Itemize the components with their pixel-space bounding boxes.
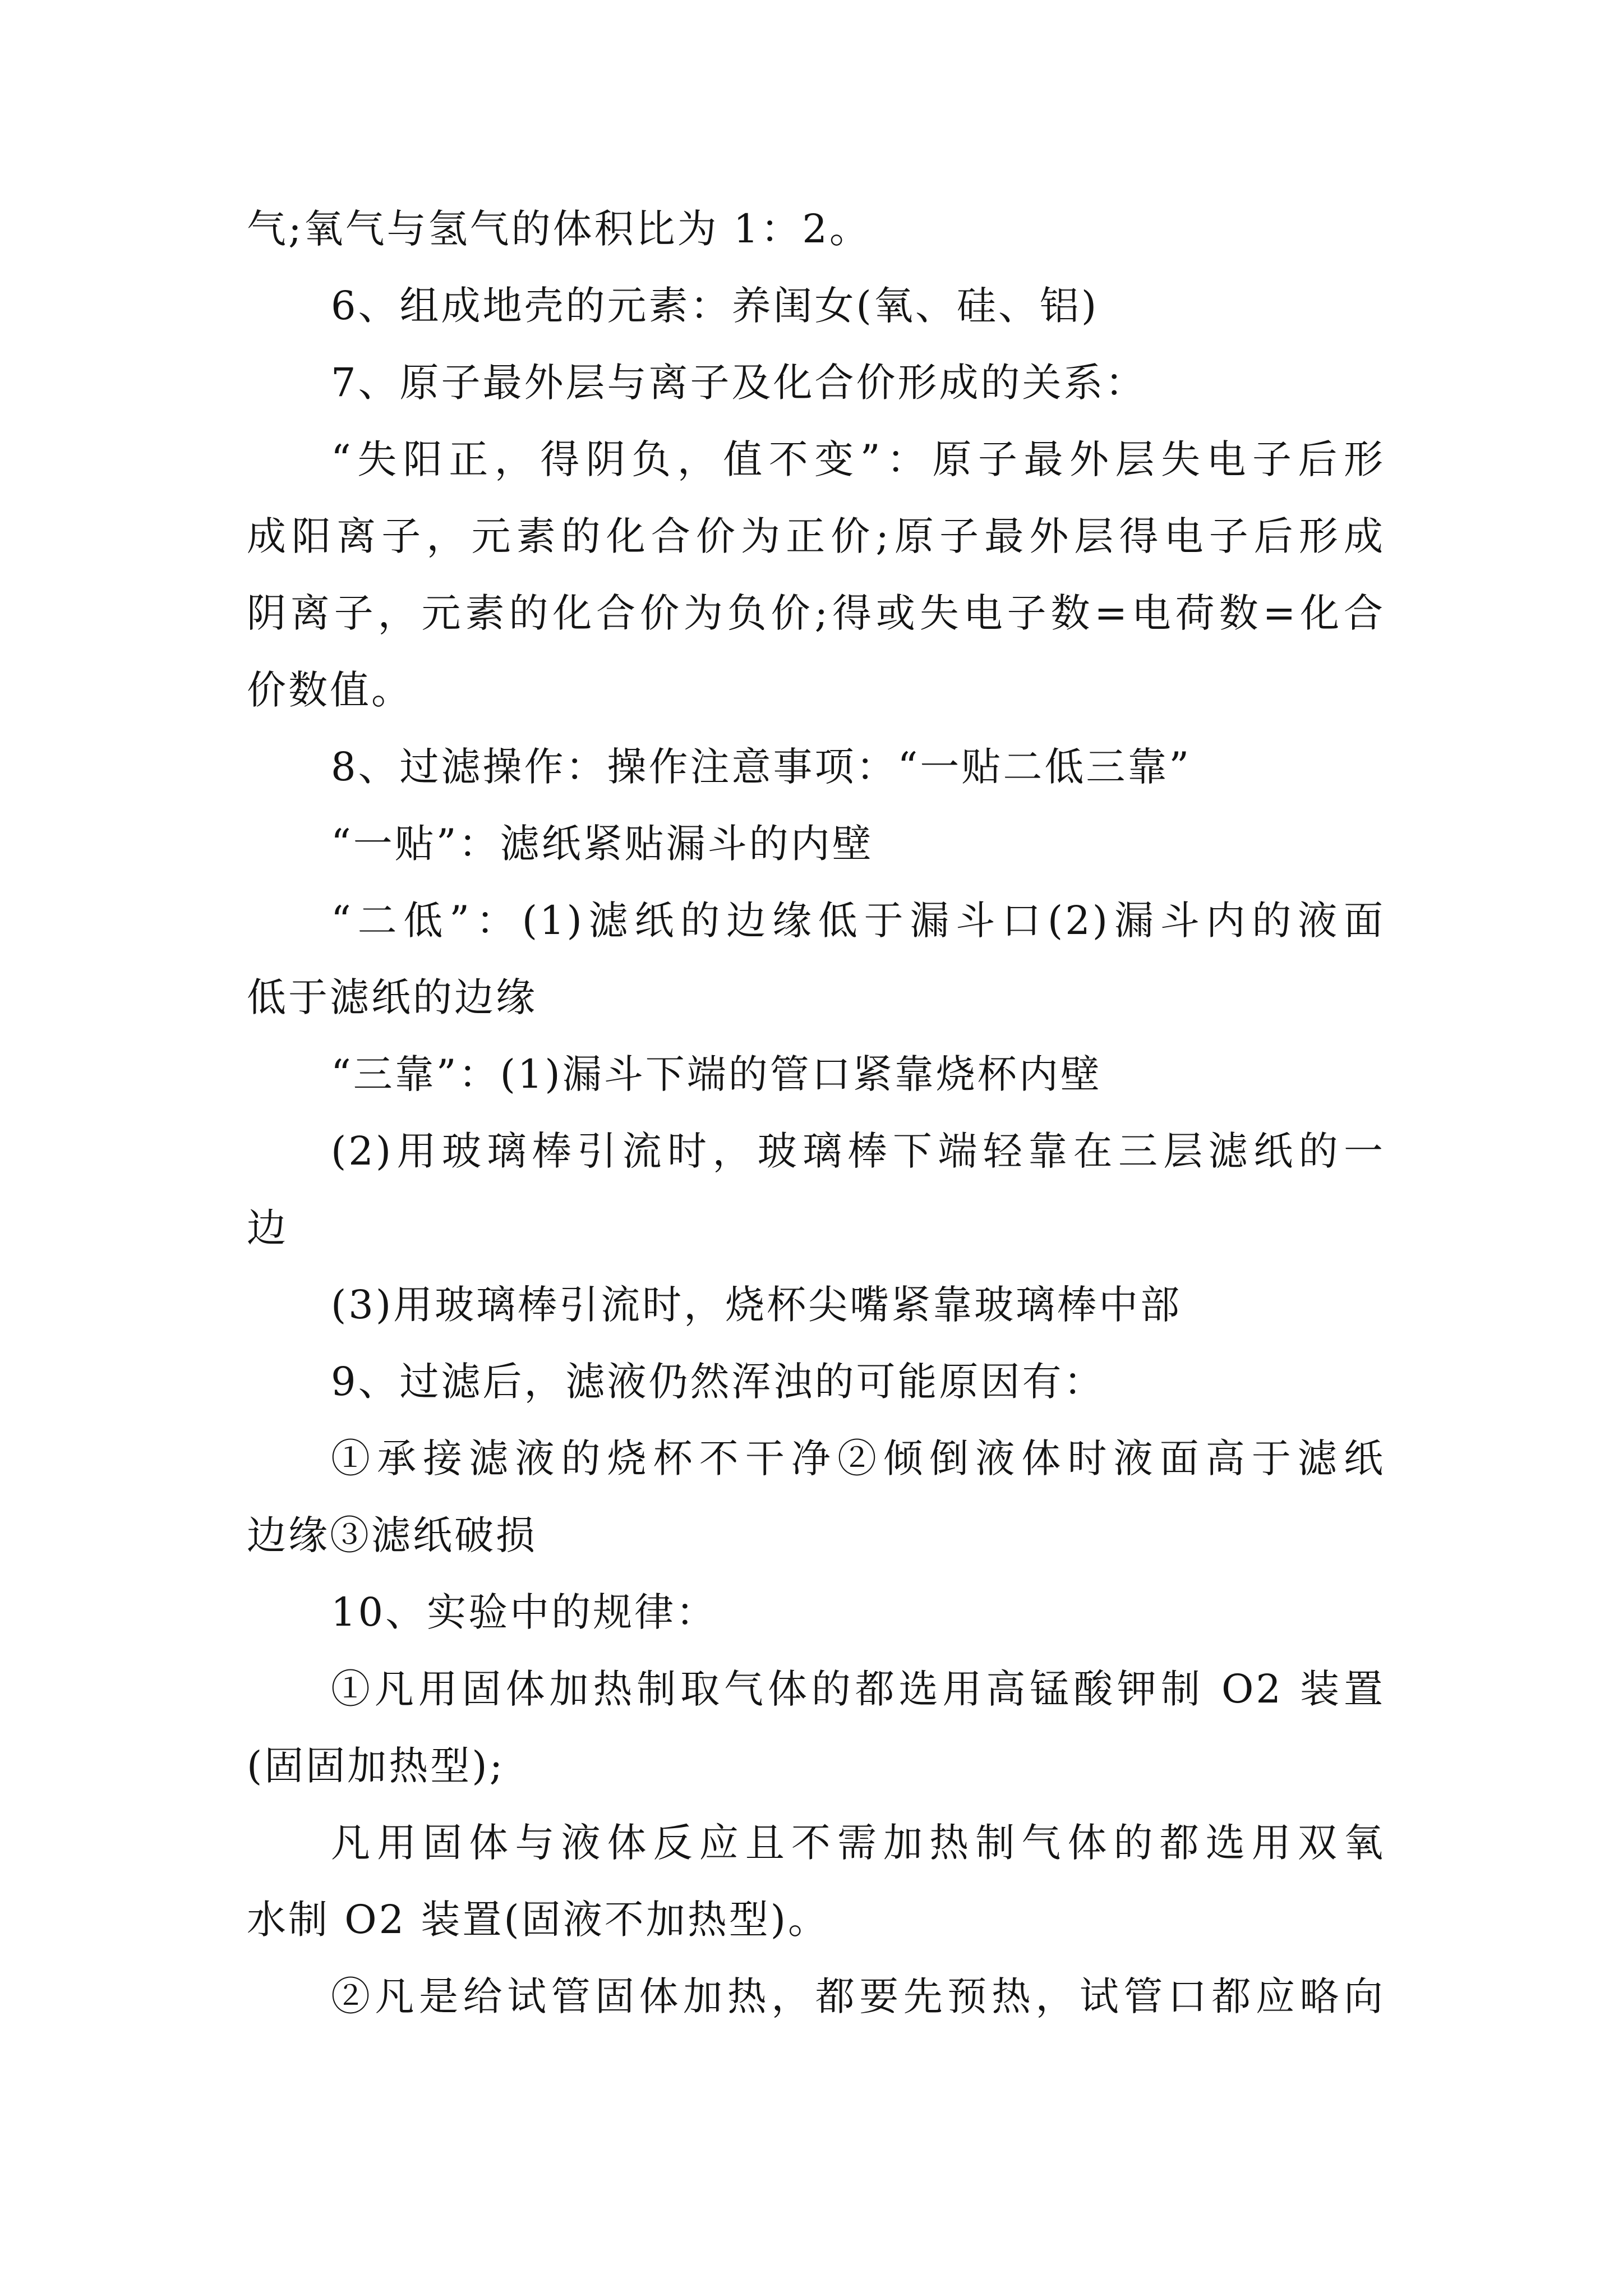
text-line: “失阳正，得阴负，值不变”：原子最外层失电子后形 (331, 436, 1385, 482)
text-line: 8、过滤操作：操作注意事项：“一贴二低三靠” (331, 744, 1192, 790)
text-line: “三靠”：(1)漏斗下端的管口紧靠烧杯内壁 (331, 1051, 1102, 1097)
document-body (247, 191, 1385, 2035)
text-line: (2)用玻璃棒引流时，玻璃棒下端轻靠在三层滤纸的一 (331, 1128, 1385, 1174)
text-line: ②凡是给试管固体加热，都要先预热，试管口都应略向 (331, 1973, 1385, 2019)
text-line: 9、过滤后，滤液仍然浑浊的可能原因有： (331, 1359, 1105, 1405)
text-line: 10、实验中的规律： (331, 1589, 718, 1635)
text-line: (3)用玻璃棒引流时，烧杯尖嘴紧靠玻璃棒中部 (331, 1282, 1182, 1328)
text-line: 边 (247, 1205, 288, 1251)
text-line: 气;氧气与氢气的体积比为 1：2。 (247, 206, 871, 252)
text-line: 边缘③滤纸破损 (247, 1512, 537, 1558)
text-line: “二低”：(1)滤纸的边缘低于漏斗口(2)漏斗内的液面 (331, 898, 1385, 944)
text-line: 6、组成地壳的元素：养闺女(氧、硅、铝) (331, 283, 1099, 329)
text-line: 低于滤纸的边缘 (247, 974, 537, 1020)
text-line: (固固加热型); (247, 1743, 505, 1789)
text-line: 凡用固体与液体反应且不需加热制气体的都选用双氧 (331, 1820, 1385, 1866)
text-line: 价数值。 (247, 667, 413, 713)
text-line: “一贴”：滤纸紧贴漏斗的内壁 (331, 821, 874, 867)
text-line: ①承接滤液的烧杯不干净②倾倒液体时液面高于滤纸 (331, 1435, 1385, 1481)
text-line: 成阳离子，元素的化合价为正价;原子最外层得电子后形成 (247, 513, 1385, 559)
text-line: 水制 O2 装置(固液不加热型)。 (247, 1897, 830, 1943)
text-line: 7、原子最外层与离子及化合价形成的关系： (331, 360, 1147, 406)
text-line: 阴离子，元素的化合价为负价;得或失电子数=电荷数=化合 (247, 590, 1385, 636)
text-line: ①凡用固体加热制取气体的都选用高锰酸钾制 O2 装置 (331, 1666, 1385, 1712)
